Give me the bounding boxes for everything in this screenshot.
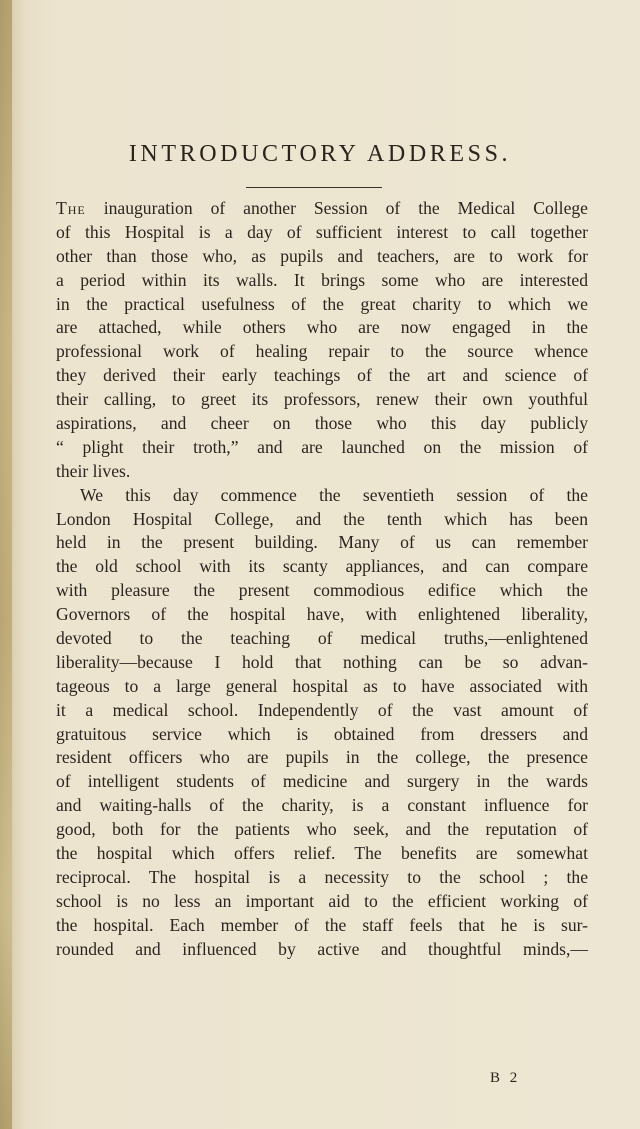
text-line: the hospital. Each member of the staff feels that he is sur- — [56, 914, 588, 935]
text-line: Governors of the hospital have, with enlightened liberality, — [56, 604, 588, 625]
text-line: devoted to the teaching of medical truths,—enlightened — [56, 628, 588, 649]
text-line: aspirations, and cheer on those who this day publicly — [56, 413, 588, 434]
page-title: INTRODUCTORY ADDRESS. — [128, 141, 512, 167]
title-rule — [246, 187, 382, 188]
text-line: gratuitous service which is obtained from dressers and — [56, 723, 588, 744]
text-line: in the practical usefulness of the great charity to which we — [56, 293, 588, 314]
text-line: of this Hospital is a day of sufficient interest to call together — [56, 221, 588, 242]
text-line: rounded and influenced by active and thoughtful minds,— — [56, 938, 588, 959]
text-line: “ plight their troth,” and are launched on the mission of — [56, 436, 588, 457]
text-line: London Hospital College, and the tenth which has been — [56, 508, 588, 529]
text-line — [56, 197, 588, 221]
text-line: reciprocal. The hospital is a necessity to the school ; the — [56, 866, 588, 887]
text-line: liberality—because I hold that nothing can be so advan- — [56, 651, 588, 672]
text-line: tageous to a large general hospital as to have associated with — [56, 675, 588, 696]
text-line: the hospital which offers relief. The benefits are somewhat — [56, 843, 588, 864]
first-line-rest: inauguration of another Session of the Medical College — [103, 198, 588, 218]
lead-word: The — [56, 198, 86, 218]
text-line: and waiting-halls of the charity, is a constant influence for — [56, 795, 588, 816]
text-line: the old school with its scanty appliances, and can compare — [56, 556, 588, 577]
text-line: held in the present building. Many of us can remember — [56, 532, 588, 553]
text-line: their calling, to greet its professors, renew their own youthful — [56, 389, 588, 410]
signature-mark: B 2 — [490, 1070, 521, 1086]
book-spine-edge — [0, 0, 12, 1129]
body-text — [56, 197, 588, 962]
text-line: good, both for the patients who seek, and the reputation of — [56, 819, 588, 840]
text-line: with pleasure the present commodious edifice which the — [56, 580, 588, 601]
text-line: they derived their early teachings of the art and science of — [56, 365, 588, 386]
text-line: it a medical school. Independently of the vast amount of — [56, 699, 588, 720]
text-line: are attached, while others who are now engaged in the — [56, 317, 588, 338]
text-line: of intelligent students of medicine and surgery in the wards — [56, 771, 588, 792]
text-line: We this day commence the seventieth session of the — [80, 484, 588, 505]
text-line: resident officers who are pupils in the college, the presence — [56, 747, 588, 768]
text-line: school is no less an important aid to the efficient working of — [56, 890, 588, 911]
text-line: other than those who, as pupils and teachers, are to work for — [56, 245, 588, 266]
text-line: a period within its walls. It brings some who are interested — [56, 269, 588, 290]
text-line: professional work of healing repair to the source whence — [56, 341, 588, 362]
text-line: their lives. — [56, 460, 131, 481]
